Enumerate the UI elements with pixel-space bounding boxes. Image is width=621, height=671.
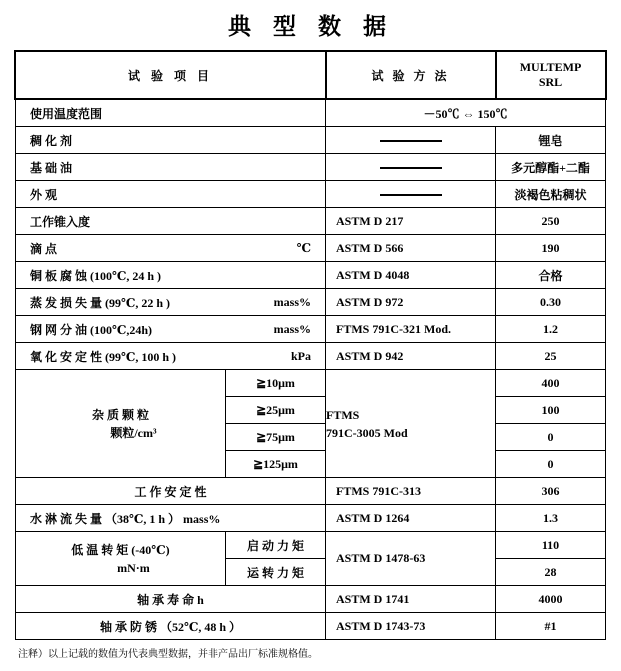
particle-size: ≧10μm	[225, 370, 325, 397]
typical-data-table	[14, 50, 606, 640]
row-unit: kPa	[290, 348, 311, 363]
row-value: 190	[496, 235, 606, 262]
row-value: 250	[496, 208, 606, 235]
row-value: 合格	[496, 262, 606, 289]
table-header-row	[15, 51, 605, 99]
table-row	[15, 343, 605, 370]
table-row	[15, 127, 605, 154]
table-row	[15, 505, 605, 532]
particles-label-line2: 颗粒/cm³	[110, 425, 157, 440]
row-value: #1	[496, 613, 606, 640]
row-method: FTMS 791C-313	[326, 478, 496, 505]
row-method: ASTM D 1264	[326, 505, 496, 532]
row-value: 0.30	[496, 289, 606, 316]
row-item: 水 淋 流 失 量 （38℃, 1 h ） mass%	[15, 505, 325, 532]
particle-value: 0	[496, 424, 606, 451]
table-row	[15, 262, 605, 289]
table-row	[15, 478, 605, 505]
table-row	[15, 181, 605, 208]
page-title: 典 型 数 据	[227, 13, 394, 40]
particle-size: ≧125μm	[225, 451, 325, 478]
header-product	[496, 51, 606, 99]
row-value: 306	[496, 478, 606, 505]
row-method: ASTM D 217	[326, 208, 496, 235]
row-item-flex	[16, 240, 325, 257]
row-method: ASTM D 566	[326, 235, 496, 262]
torque-label	[16, 532, 225, 585]
row-item-cell	[15, 289, 325, 316]
table-row	[15, 154, 605, 181]
row-value: 多元醇酯+二酯	[496, 154, 606, 181]
row-unit: mass%	[273, 294, 311, 309]
particles-method-line2: 791C-3005 Mod	[326, 425, 408, 440]
row-item: 蒸 发 损 失 量 (99℃, 22 h )	[29, 295, 171, 310]
header-item: 试 验 项 目	[15, 51, 325, 99]
row-item-flex	[16, 321, 325, 338]
row-item: 基 础 油	[15, 154, 325, 181]
torque-method: ASTM D 1478-63	[326, 532, 496, 586]
row-method-dash	[326, 181, 496, 208]
row-method: ASTM D 942	[326, 343, 496, 370]
particles-row	[15, 370, 605, 397]
row-item-cell	[15, 343, 325, 370]
row-item: 滴 点	[29, 241, 57, 256]
torque-value-start: 110	[496, 532, 606, 559]
particle-size: ≧75μm	[225, 424, 325, 451]
row-item: 轴 承 防 锈 （52℃, 48 h ）	[15, 613, 325, 640]
dash-line-icon	[326, 160, 495, 175]
row-value: －50℃ ⇔ 150℃	[326, 99, 606, 127]
particles-label-line1: 杂 质 颗 粒	[91, 407, 149, 422]
row-item-cell	[15, 235, 325, 262]
particle-value: 100	[496, 397, 606, 424]
row-method: ASTM D 1743-73	[326, 613, 496, 640]
row-value: 锂皂	[496, 127, 606, 154]
particle-value: 0	[496, 451, 606, 478]
particle-value: 400	[496, 370, 606, 397]
torque-label-line1: 低 温 转 矩 (-40℃)	[71, 542, 170, 557]
dash-line-icon	[326, 187, 495, 202]
row-method: ASTM D 4048	[326, 262, 496, 289]
row-item: 氧 化 安 定 性 (99℃, 100 h )	[29, 349, 177, 364]
torque-sub-start: 启 动 力 矩	[225, 532, 325, 559]
table-row	[15, 289, 605, 316]
document-page	[0, 8, 621, 671]
torque-sub-run: 运 转 力 矩	[225, 559, 325, 586]
particles-label-cell	[15, 370, 225, 478]
table-row	[15, 586, 605, 613]
row-item-flex	[16, 294, 325, 311]
table-row	[15, 208, 605, 235]
row-item: 使用温度范围	[15, 99, 325, 127]
row-method-dash	[326, 154, 496, 181]
row-value: 25	[496, 343, 606, 370]
header-product-line1: MULTEMP	[519, 60, 582, 74]
row-value: 1.3	[496, 505, 606, 532]
row-item: 钢 网 分 油 (100℃,24h)	[29, 322, 153, 337]
header-method: 试 验 方 法	[326, 51, 496, 99]
torque-label-line2: mN·m	[117, 560, 150, 575]
table-row	[15, 613, 605, 640]
torque-value-run: 28	[496, 559, 606, 586]
particle-size: ≧25μm	[225, 397, 325, 424]
row-item: 轴 承 寿 命 h	[15, 586, 325, 613]
row-value: 4000	[496, 586, 606, 613]
row-item: 工 作 安 定 性	[15, 478, 325, 505]
table-row	[15, 316, 605, 343]
row-item: 稠 化 剂	[15, 127, 325, 154]
row-item: 工作锥入度	[15, 208, 325, 235]
row-item: 外 观	[15, 181, 325, 208]
row-unit: ℃	[296, 240, 311, 255]
torque-label-cell	[15, 532, 225, 586]
particles-label	[16, 370, 225, 477]
row-item-cell	[15, 316, 325, 343]
footnote: 注释）以上记载的数值为代表典型数据，并非产品出厂标准规格值。	[18, 649, 318, 660]
torque-row	[15, 532, 605, 559]
row-method: ASTM D 972	[326, 289, 496, 316]
row-unit: mass%	[273, 321, 311, 336]
row-item-flex	[16, 348, 325, 365]
row-method: ASTM D 1741	[326, 586, 496, 613]
row-value: 淡褐色粘稠状	[496, 181, 606, 208]
particles-method-cell	[326, 370, 496, 478]
row-value: 1.2	[496, 316, 606, 343]
table-row	[15, 235, 605, 262]
row-method: FTMS 791C-321 Mod.	[326, 316, 496, 343]
row-item: 铜 板 腐 蚀 (100℃, 24 h )	[15, 262, 325, 289]
dash-line-icon	[326, 133, 495, 148]
row-method-dash	[326, 127, 496, 154]
header-product-line2: SRL	[538, 75, 563, 89]
table-row	[15, 99, 605, 127]
particles-method-line1: FTMS	[326, 407, 360, 422]
